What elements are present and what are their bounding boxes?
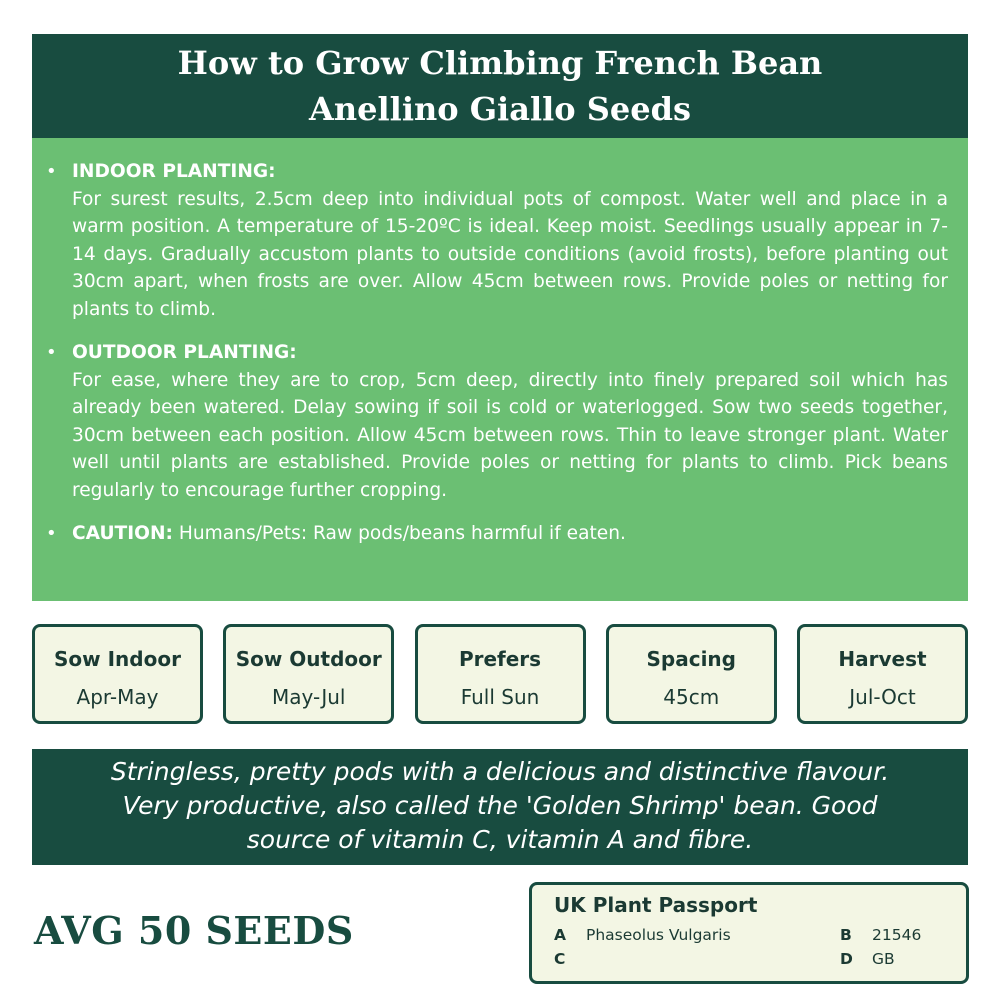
sow-outdoor-value: May-Jul	[272, 685, 346, 709]
passport-value-b: 21546	[872, 926, 922, 944]
seed-count: AVG 50 SEEDS	[34, 908, 354, 953]
outdoor-planting-text: For ease, where they are to crop, 5cm deep, directly into finely prepared soil which has already been watered. Delay sowing if soil is cold or waterlogged. Sow two seeds together, 30cm between each position. Allow 45cm between rows. Thin to leave stronger plant. Water well until plants are established. Provide poles or netting for plants to climb. Pick beans regularly to encourage further cropping.	[72, 369, 948, 501]
sow-indoor-label: Sow Indoor	[54, 647, 181, 671]
description-line-1: Stringless, pretty pods with a delicious and distinctive flavour.	[110, 757, 890, 786]
prefers-box	[415, 624, 586, 724]
passport-row-1	[554, 923, 946, 947]
harvest-label: Harvest	[838, 647, 927, 671]
spacing-box	[606, 624, 777, 724]
passport-value-c	[586, 947, 840, 971]
sow-indoor-box	[32, 624, 203, 724]
passport-row-2	[554, 947, 946, 971]
title-line-1: How to Grow Climbing French Bean	[177, 44, 823, 82]
spacing-label: Spacing	[646, 647, 736, 671]
description-line-2: Very productive, also called the 'Golden Shrimp' bean. Good	[122, 791, 878, 820]
prefers-value: Full Sun	[460, 685, 540, 709]
passport-value-d: GB	[872, 950, 895, 968]
sow-outdoor-label: Sow Outdoor	[235, 647, 382, 671]
indoor-planting-text: For surest results, 2.5cm deep into individual pots of compost. Water well and place in a warm position. A temperature of 15-20ºC is ideal. Keep moist. Seedlings usually appear in 7-14 days. Gradually accustom plants to outside conditions (avoid frosts), before planting out 30cm apart, when frosts are over. Allow 45cm between rows. Provide poles or netting for plants to climb.	[72, 188, 948, 320]
passport-key-d: D	[840, 950, 853, 968]
title-line-2: Anellino Giallo Seeds	[309, 90, 691, 128]
caution-item	[72, 520, 948, 548]
outdoor-planting-heading: OUTDOOR PLANTING:	[72, 342, 297, 363]
instruction-list	[72, 158, 948, 548]
outdoor-planting-item	[72, 339, 948, 504]
sow-outdoor-box	[223, 624, 394, 724]
indoor-planting-item	[72, 158, 948, 323]
prefers-label: Prefers	[458, 647, 542, 671]
caution-text: Humans/Pets: Raw pods/beans harmful if eaten.	[178, 523, 626, 544]
harvest-value: Jul-Oct	[849, 685, 916, 709]
planting-instructions	[32, 138, 968, 601]
caution-heading: CAUTION:	[72, 523, 173, 544]
plant-passport	[529, 882, 969, 984]
description-line-3: source of vitamin C, vitamin A and fibre.	[246, 825, 754, 854]
description-banner	[32, 749, 968, 865]
passport-key-c: C	[554, 950, 566, 968]
growing-info-row	[32, 624, 968, 728]
sow-indoor-value: Apr-May	[76, 685, 159, 709]
passport-value-a: Phaseolus Vulgaris	[586, 926, 731, 944]
spacing-value: 45cm	[663, 685, 720, 709]
title-banner	[32, 34, 968, 138]
indoor-planting-heading: INDOOR PLANTING:	[72, 161, 276, 182]
passport-key-b: B	[840, 926, 852, 944]
passport-key-a: A	[554, 926, 566, 944]
harvest-box	[797, 624, 968, 724]
passport-title: UK Plant Passport	[554, 893, 758, 917]
